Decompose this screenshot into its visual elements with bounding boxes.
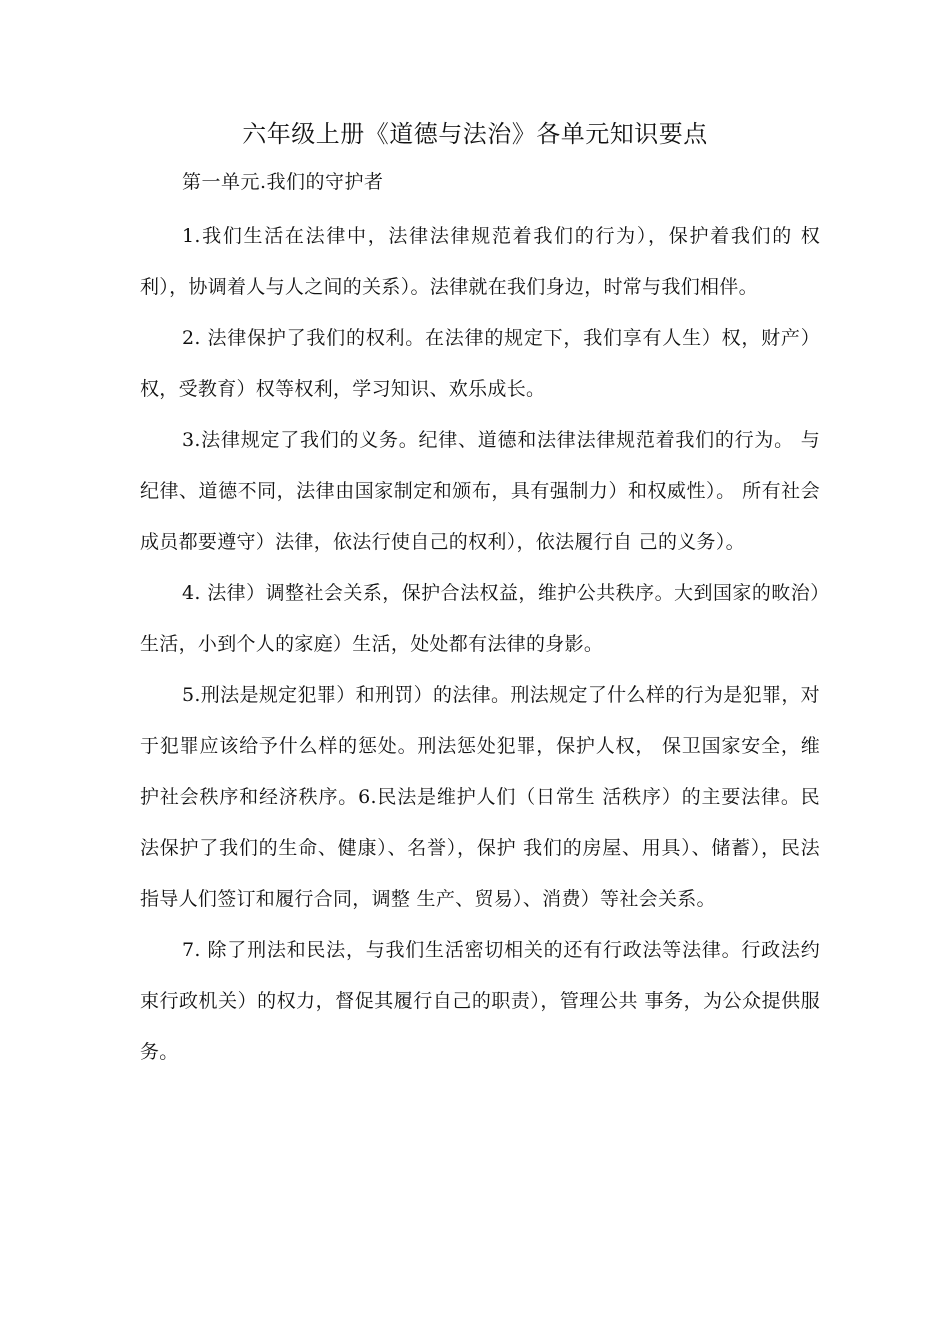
- paragraph-3: 3.法律规定了我们的义务。纪律、道德和法律法律规范着我们的行为。 与纪律、道德不同，法律由国家制定和颁布，具有强制力）和权威性）。 所有社会成员都要遵守）法律，依法行使自己的权利），依法履行自 己的义务）。: [140, 429, 820, 553]
- paragraph-6: 7. 除了刑法和民法，与我们生活密切相关的还有行政法等法律。行政法约束行政机关）的权力，督促其履行自己的职责），管理公共 事务，为公众提供服务。: [140, 939, 820, 1063]
- paragraph-2: 2. 法律保护了我们的权利。在法律的规定下，我们享有人生）权，财产）权，受教育）权等权利，学习知识、欢乐成长。: [140, 327, 820, 400]
- paragraph-1: 1.我们生活在法律中，法律法律规范着我们的行为），保护着我们的 权利），协调着人与人之间的关系）。法律就在我们身边，时常与我们相伴。: [140, 225, 820, 298]
- document-title: 六年级上册《道德与法治》各单元知识要点: [242, 120, 708, 148]
- paragraph-4: 4. 法律）调整社会关系，保护合法权益，维护公共秩序。大到国家的畋治）生活，小到个人的家庭）生活，处处都有法律的身影。: [140, 582, 820, 655]
- document-body: [140, 211, 820, 1078]
- unit-heading: 第一单元.我们的守护者: [182, 171, 384, 193]
- paragraph-5: 5.刑法是规定犯罪）和刑罚）的法律。刑法规定了什么样的行为是犯罪，对于犯罪应该给予什么样的惩处。刑法惩处犯罪，保护人权， 保卫国家安全，维护社会秩序和经济秩序。6.民法是维护人们（日常生 活秩序）的主要法律。民法保护了我们的生命、健康）、名誉），保护 我们的房屋、用具）、储蓄），民法指导人们签订和履行合同，调整 生产、贸易）、消费）等社会关系。: [140, 684, 820, 910]
